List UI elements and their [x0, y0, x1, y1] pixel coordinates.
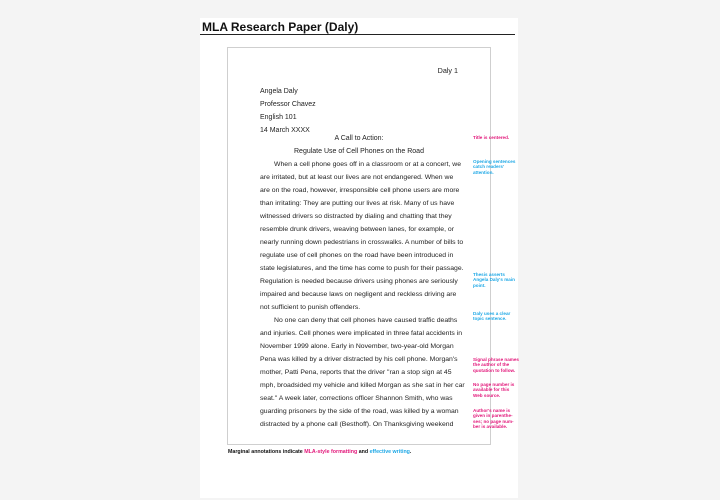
instructor-name: Professor Chavez — [260, 101, 316, 108]
annotation-title-centered: Title is centered. — [473, 135, 510, 140]
body-line: nearly running down pedestrians in crosswalks. A number of bills to — [260, 239, 464, 246]
annotation-opening-sentences: Opening sentences catch readers' attention. — [473, 159, 516, 175]
paper-title-line-2: Regulate Use of Cell Phones on the Road — [294, 148, 424, 155]
body-line: When a cell phone goes off in a classroom or at a concert, we — [274, 161, 462, 168]
body-line: are irritated, but at least our lives are not endangered. When we — [260, 174, 454, 181]
paper-title-line-1: A Call to Action: — [334, 135, 384, 142]
footer-and: and — [357, 449, 370, 455]
footer-mla-formatting: MLA-style formatting — [304, 449, 358, 455]
paper-page — [227, 47, 491, 445]
annotation-signal-phrase: Signal phrase names the author of the quotation to follow. — [473, 357, 519, 373]
body-line: not sufficient to punish offenders. — [260, 304, 361, 311]
document-title: MLA Research Paper (Daly) — [202, 20, 359, 34]
body-line: Regulation is needed because drivers using phones are seriously — [260, 278, 458, 285]
body-line: state legislatures, and the time has come to push for their passage. — [260, 265, 464, 272]
body-line: are on the road, however, irresponsible cell phone users are more — [260, 187, 460, 194]
paper-heading — [260, 85, 316, 137]
annotation-thesis: Thesis asserts Angela Daly's main point. — [473, 272, 515, 288]
body-line: seat." A week later, corrections officer Shannon Smith, who was — [260, 395, 453, 402]
body-line: guarding prisoners by the side of the road, was killed by a woman — [260, 408, 459, 415]
author-name: Angela Daly — [260, 88, 298, 95]
body-line: distracted by a phone call (Besthoff). On Thanksgiving weekend — [260, 421, 454, 428]
body-line: mother, Patti Pena, reports that the driver "ran a stop sign at 45 — [260, 369, 452, 376]
footer-period: . — [409, 449, 412, 455]
body-line: impaired and because laws on negligent and reckless driving are — [260, 291, 457, 298]
footer-note — [228, 449, 411, 455]
course-name: English 101 — [260, 114, 297, 121]
body-line: regulate use of cell phones on the road have been introduced in — [260, 252, 454, 259]
body-line: November 1999 alone. Early in November, two-year-old Morgan — [260, 343, 454, 350]
body-line: Pena was killed by a driver distracted by his cell phone. Morgan's — [260, 356, 458, 363]
body-line: witnessed drivers so distracted by dialing and chatting that they — [260, 213, 452, 220]
annotation-author-name: Author's name is given in parenthe- ses; no page num- ber is available. — [473, 408, 514, 429]
body-line: and injuries. Cell phones were implicated in three fatal accidents in — [260, 330, 463, 337]
body-line: than irritating: They are putting our lives at risk. Many of us have — [260, 200, 455, 207]
body-line: No one can deny that cell phones have caused traffic deaths — [274, 317, 458, 324]
footer-effective-writing: effective writing — [369, 449, 410, 455]
paper-date: 14 March XXXX — [260, 127, 310, 134]
annotation-no-page-number: No page number is available for this Web source. — [473, 382, 515, 398]
title-rule — [200, 34, 515, 35]
annotation-topic-sentence: Daly uses a clear topic sentence. — [473, 311, 511, 322]
body-line: resemble drunk drivers, weaving between lanes, for example, or — [260, 226, 455, 233]
running-head: Daly 1 — [437, 66, 458, 75]
body-line: mph, broadsided my vehicle and killed Morgan as she sat in her car — [260, 382, 465, 389]
footer-prefix: Marginal annotations indicate — [228, 449, 305, 455]
